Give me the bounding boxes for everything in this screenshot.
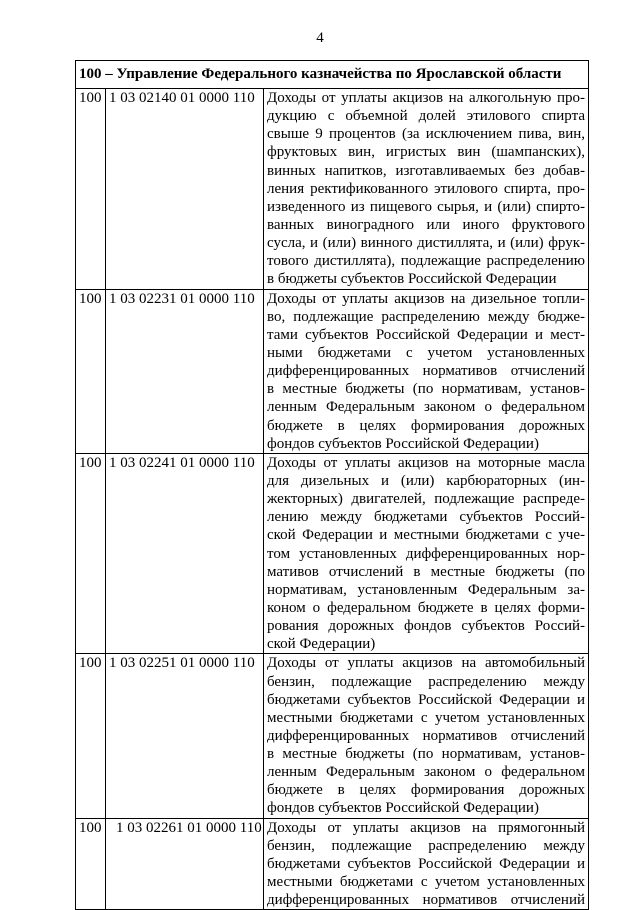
description-line: бюджетами субъектов Российской Федерации и [267, 855, 586, 872]
admin-code-cell: 100 [76, 654, 106, 818]
description-line: в местные бюджеты (по нормативам, установ- [267, 381, 586, 398]
description-line: нормативам, установленным Федеральным за- [267, 581, 586, 598]
description-line: для дизельных и (или) карбюраторных (ин- [267, 472, 586, 489]
description-line: Доходы от уплаты акцизов на моторные масла [267, 454, 586, 471]
revenue-code-cell: 1 03 02231 01 0000 110 [106, 289, 264, 453]
description-line: Доходы от уплаты акцизов на прямогонный [267, 819, 586, 836]
description-line: изведенного из пищевого сырья, и (или) спирто- [267, 198, 586, 215]
description-line: ленным Федеральным законом о федеральном [267, 399, 586, 416]
description-line: бюджете в целях формирования дорожных [267, 417, 586, 434]
description-line: мативов отчислений в местные бюджеты (по [267, 563, 586, 580]
table-header-row [76, 61, 589, 89]
admin-code-cell: 100 [76, 289, 106, 453]
description-line: ванных виноградного или иного фруктового [267, 216, 586, 233]
description-line: дифференцированных нормативов отчислений [267, 892, 586, 909]
description-line: коном о федеральном бюджете в целях форми- [267, 599, 586, 616]
description-line: во, подлежащие распределению между бюдже- [267, 308, 586, 325]
revenue-description-cell [264, 654, 589, 818]
table-row [76, 89, 589, 290]
administrator-header: 100 – Управление Федерального казначейства по Ярославской области [76, 61, 589, 89]
description-line: фондов субъектов Российской Федерации) [267, 800, 539, 817]
revenue-description-cell [264, 818, 589, 910]
description-line: местными бюджетами с учетом установленных [267, 874, 586, 891]
description-line: ленным Федеральным законом о федеральном [267, 764, 586, 781]
description-line: ской Федерации и местными бюджетами с уче- [267, 527, 586, 544]
description-line: ными бюджетами с учетом установленных [267, 344, 586, 361]
revenue-codes-table [75, 60, 589, 910]
description-line: бензин, подлежащие распределению между [267, 837, 586, 854]
description-line: фондов субъектов Российской Федерации) [267, 435, 539, 452]
revenue-description-cell [264, 453, 589, 654]
page-number: 4 [316, 30, 324, 46]
revenue-code-cell: 1 03 02140 01 0000 110 [106, 89, 264, 290]
description-line: бюджете в целях формирования дорожных [267, 782, 586, 799]
revenue-code-cell: 1 03 02251 01 0000 110 [106, 654, 264, 818]
description-line: лению между бюджетами субъектов Россий- [267, 509, 586, 526]
description-line: в местные бюджеты (по нормативам, установ- [267, 746, 586, 763]
description-line: свыше 9 процентов (за исключением пива, вин, [267, 126, 586, 143]
description-line: ской Федерации) [267, 636, 376, 653]
description-line: бензин, подлежащие распределению между [267, 673, 586, 690]
description-line: винных напитков, изготавливаемых без добав- [267, 162, 586, 179]
description-line: фруктовых вин, игристых вин (шампанских), [267, 144, 586, 161]
description-line: том установленных дифференцированных нор- [267, 545, 586, 562]
description-line: бюджетами субъектов Российской Федерации и [267, 691, 586, 708]
description-line: дукцию с объемной долей этилового спирта [267, 108, 586, 125]
revenue-description-cell [264, 289, 589, 453]
revenue-description-cell [264, 89, 589, 290]
description-line: ления ректификованного этилового спирта, про- [267, 180, 586, 197]
admin-code-cell: 100 [76, 818, 106, 910]
description-line: местными бюджетами с учетом установленных [267, 709, 586, 726]
table-row [76, 818, 589, 910]
description-line: сусла, и (или) винного дистиллята, и (или) фрук- [267, 235, 586, 252]
description-line: в бюджеты субъектов Российской Федерации [267, 271, 557, 288]
table-row [76, 453, 589, 654]
description-line: тового дистиллята), подлежащие распределению [267, 253, 586, 270]
table-row [76, 654, 589, 818]
revenue-code-cell: 1 03 02261 01 0000 110 [106, 818, 264, 910]
description-line: жекторных) двигателей, подлежащие распреде- [267, 491, 586, 508]
description-line: Доходы от уплаты акцизов на дизельное топли- [267, 290, 586, 307]
table-row [76, 289, 589, 453]
admin-code-cell: 100 [76, 89, 106, 290]
description-line: дифференцированных нормативов отчислений [267, 363, 586, 380]
description-line: Доходы от уплаты акцизов на алкогольную про- [267, 90, 586, 106]
description-line: Доходы от уплаты акцизов на автомобильный [267, 655, 586, 672]
description-line: рования дорожных фондов субъектов Россий- [267, 618, 586, 635]
description-line: дифференцированных нормативов отчислений [267, 727, 586, 744]
description-line: тами субъектов Российской Федерации и мест- [267, 326, 586, 343]
revenue-code-cell: 1 03 02241 01 0000 110 [106, 453, 264, 654]
admin-code-cell: 100 [76, 453, 106, 654]
